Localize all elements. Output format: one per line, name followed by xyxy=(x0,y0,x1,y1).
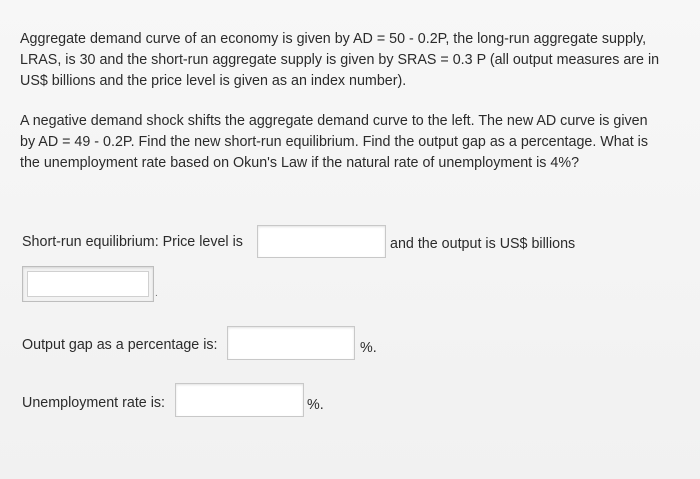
question-paragraph-2 xyxy=(20,111,685,174)
output-trailing-dot: . xyxy=(155,288,158,299)
question-text-line: US$ billions and the price level is given as an index number). xyxy=(20,73,407,89)
question-paragraph-1 xyxy=(20,29,685,92)
output-billions-input[interactable] xyxy=(22,266,154,302)
question-text-line: by AD = 49 - 0.2P. Find the new short-run equilibrium. Find the output gap as a percentage. What is xyxy=(20,134,648,150)
question-text-line: Aggregate demand curve of an economy is given by AD = 50 - 0.2P, the long-run aggregate supply, xyxy=(20,31,647,47)
output-gap-unit: %. xyxy=(360,340,377,356)
output-gap-label: Output gap as a percentage is: xyxy=(22,337,218,353)
equilibrium-price-label: Short-run equilibrium: Price level is xyxy=(22,234,243,250)
output-billions-input-field[interactable] xyxy=(27,271,149,297)
unemployment-rate-input[interactable] xyxy=(175,383,304,417)
question-text-line: A negative demand shock shifts the aggregate demand curve to the left. The new AD curve is given xyxy=(20,113,648,129)
unemployment-rate-label: Unemployment rate is: xyxy=(22,395,166,411)
output-gap-input[interactable] xyxy=(227,326,355,360)
question-text-line: LRAS, is 30 and the short-run aggregate supply is given by SRAS = 0.3 P (all output measures are in xyxy=(20,52,660,68)
price-level-input[interactable] xyxy=(257,225,386,258)
question-text-line: the unemployment rate based on Okun's Law if the natural rate of unemployment is 4%? xyxy=(20,155,580,171)
unemployment-rate-unit: %. xyxy=(307,397,324,413)
equilibrium-output-label: and the output is US$ billions xyxy=(390,236,576,252)
